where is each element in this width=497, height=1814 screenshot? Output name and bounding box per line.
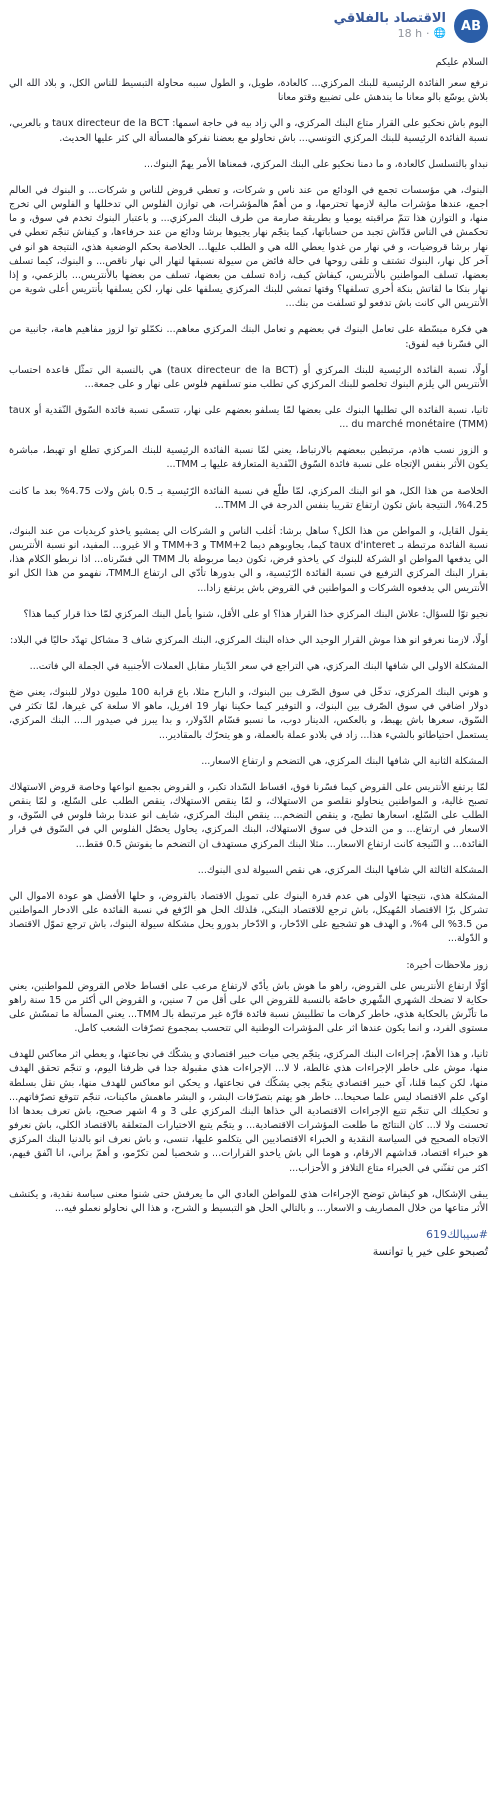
post-paragraph: المشكلة هذي، نتيجتها الاولى هي عدم قدرة البنوك على تمويل الاقتصاد بالقروض، و حلها الأفضل هو عودة الاموال الي تشركل برّا الاقتصاد المُهيكل، باش ترجع للاقتصاد البنكي، فلذلك الحل هو الرّفع في نسبة الفائدة على الادخار المواطنين من 3.5% الى 4%، و الهدف هو تشجيع على الادّخار، و الادّخار بدورو يحل مشكلة سيولة البنوك، باش ترجع تموّل الاقتصاد و الدّولة... — [9, 890, 488, 945]
post-paragraph: نجيو توّا للسؤال: علاش البنك المركزي خذا القرار هذا؟ او على الأقل، شنوا يأمل البنك المركزي لمّا خذا قرار كيما هذا؟ — [23, 608, 488, 620]
post-paragraph: يقول القايل، و المواطن من هذا الكل؟ ساهل برشا: أغلب الناس و الشركات الي يمشيو ياخذو كريديات من عند البنوك، نسبة الفائدة مرتبطة بـ taux d'interet كيما، يجاوبوهم ديما TMM+2 و TMM+3 و الا غيرو... المفيد، انو نسبة الأنتريس الي يدفعها المواطن او الشركة للبنوك كي ياخذو قرض، تكون ديما مربوطة بالـ TMM الي فسّرناه... اذا نربطو الكلام هذا، بقرار البنك المركزي الترفيع في نسبة الفائدة الرّئيسية، و الي بدورها تأدّي الى ارتفاع الـTMM، نفهمو من هذا الكل انو الأنتريس الي يدفعوه الشركات و المواطنين في القروض باش يرتفع زادا... — [9, 525, 488, 594]
post-paragraph: أوّلًا ارتفاع الأنتريس على القروض، راهو ما هوش باش يأدّي لارتفاع مرعب على اقساط خلاص القروض للمواطنين، يعني حكاية لا تضحك الشهري الشّهري خاصّة بالنسبة للقروض الي على أقل من 7 سنين، و القروض الي أكثر من 15 سنة راهو ما تأثّرش بالحكاية هذي، خاطر كرهات ما تطلبيش نسبة فائدة قارّة غير مرتبطة بالـ TMM... يعني المسألة ما تمسّش على مستوى الفرد، و انما يكون عندها اثر على المؤشرات الوطنية الي تتحسب بمجموع تصرّفات الشعب كامل. — [9, 980, 488, 1035]
post-paragraph: ثانيا، نسبة الفائدة الي تطلبها البنوك على بعضها لمّا يسلفو بعضهم على نهار، تتسمّى نسبة فائدة السّوق النّقدية أو taux du marché monétaire (TMM) ... — [9, 404, 488, 431]
post-paragraph: زوز ملاحظات أخيرة: — [406, 959, 488, 971]
meta-separator: · — [426, 27, 430, 41]
post-paragraph: لمّا يرتفع الأنتريس على القروض كيما فسّرنا فوق، اقساط السّداد تكبر، و القروض بجميع انواعها وخاصة قروض الاستهلاك تصبح غالية، و المواطنين ينحاولو نقلصو من الاستهلاك، و لمّا ينقص الاستهلاك، ينقص الطلب على السّلع، و لمّا ينقص الطلب على السّلع، اسعارها تطيح، و ينقص التضخم... ينقص البنك المركزي، شايف انو عندنا برشا فلوس في السّوق، و الاسعار في ارتفاع... و من التدخل في سوق الاستهلاك، البنك المركزي، يحاول يحصّل الفلوس الي في السّوق في قرار الفائدة... و النّتيجة كانت ارتفاع الاسعار... مثلا البنك المركزي مستهدف ان التضخم ما يفوتش 0.5 فقط... — [9, 781, 488, 850]
post-paragraph: ثانيا، و هذا الأهمّ، إجراءات البنك المركزي، يتجّم يجي ميات خبير اقتصادي و يشكّك في نجاعتها، و يعطي اثر معاكس للهدف منها، موش على خاطر الإجراءات هذي غالطة، لا لا... الإجراءات هذي مقبولة جدا في ظرفنا اليوم، و تنجّم تحقق الهدف منها، لكن كيما قلنا، آي خبير اقتصادي يتجّم يجي يشكّك في نجاعتها، و يحكي انو معاكس للهدف منها، بش نقل بسلطة اوكي علم الاقتصاد ليس علما صحيحا... خاطر هو يهتم بتصرّفات البشر، و البشر ماهمش ماكينات، تنجّم تتوقع تصرّفاتهم... و تحكيلك الي تنجّم تتبع الإجراءات الاقتصادية الي خذاها البنك المركزي على 3 و 4 اشهر صحيح، باش تعرف بعدها اذا تحسنت ولا لا... كان النتائج ما طلعت المؤشرات الاقتصادية... و يتجّم يتبع الاختيارات المتعلقة بالاقتصاد الكلي، باش نعرفو الاتجاه الصحيح في السياسة النقدية و الخبراء الاقتصاديين الي يتكلمو عليها، تنسى، و باش نعرف انو بالدنيا البنك المركزي هو خبراء اقتصاد، قداشهم الارقام، و هوما الي باش ياخدو القرارات... و شخصيا لمن تكرّمو، و أهمّ براني، انا اتّفق فيهم، اكثر من تفنّني في الخبراء متاع التلافز و الأحزاب... — [9, 1049, 488, 1174]
globe-icon: 🌐 — [433, 27, 446, 39]
post-paragraph: نرفع سعر الفائدة الرئيسية للبنك المركزي... كالعادة، طويل، و الطول سببه محاولة التبسيط للناس الكل، و بلاد الله الي بلاش يوسّع بالو معانا ما يندهش على تضييع وقتو معانا — [9, 78, 488, 104]
post-time[interactable]: 18 h — [397, 27, 423, 41]
post-paragraph: و الزوز نسب هاذم، مرتبطين ببعضهم بالارتباط، يعني لمّا نسبة الفائدة الرئيسية للبنك المركزي تطلع او تهبط، مباشرة يكون الأثر بنفس الإتجاه على نسبة فائدة السّوق النّقدية المتعارفة عليها بـ TMM... — [9, 445, 488, 471]
post-paragraph: يبقى الإشكال، هو كيفاش توضح الإجراءات هذي للمواطن العادي الي ما يعرفش حتى شنوا معنى سياسة نقدية، و يكتشف الأثر متاعها من خلال المصاريف و الاسعار... و بالتالي الحل هو التبسيط و الشرح، و هذا الي نحاولو نعملو فيه... — [9, 1188, 488, 1214]
post-paragraph: اليوم باش نحكيو على القرار متاع البنك المركزي، و الي زاد بيه في حاجة اسمها: taux directeur de la BCT و بالعربي، نسبة الفائدة الرئيسية للبنك المركزي التونسي... باش نحاولو مع بعضنا نفركو هالمسألة الي كثر عليها الحديث. — [9, 118, 488, 144]
post-paragraph: هي فكرة مبسّطة على تعامل البنوك في بعضهم و تعامل البنك المركزي معاهم... نكمّلو توا لزوز مفاهيم هامة، جانبية من الي فسّرنا فيه لفوق: — [9, 324, 488, 350]
post-paragraph: و هوني البنك المركزي، تدخّل في سوق الصّرف بين البنوك، و البارح مثلا، باع قرابة 100 مليون دولار للبنوك، يعني ضخ دولار اضافي في سوق الصّرف بين البنوك، و التوفير كيما حكينا نهار 19 افريل، ماهو الا سلعة كي غيرها، لمّا تكثر في السّوق، سعرها باش يهبط، و بالعكس، الدينار دوب، ما نسبو قسّام الدّولار، و بدا يبرز في صيدور الـ... البنك المركزي، يستعمل احتياطاتو بالشيء هذا... زاد في بلادو عملة بالعملة، و هو يتحرّك بالمقادير... — [9, 687, 488, 741]
author-name[interactable]: الاقتصاد بالفلاقي — [333, 11, 446, 26]
post-paragraph: المشكلة الثالثة الي شافها البنك المركزي، هي نقص السيولة لدى البنوك... — [197, 864, 488, 876]
post-body — [9, 56, 488, 1216]
post-meta — [334, 27, 446, 41]
signoff-text: تُصبحو على خير يا توانسة — [372, 1245, 488, 1258]
post-paragraph: المشكلة الاولى الي شافها البنك المركزي، هي التراجع في سعر الدّينار مقابل العملات الأجنبية في الجملة الي فاتت... — [29, 661, 488, 672]
hashtag-link[interactable]: #سيبالك619 — [425, 1228, 488, 1241]
post-paragraph: أولًا، نسبة الفائدة الرئيسية للبنك المركزي أو (taux directeur de la BCT) هي بالنسبة الي تمثّل قاعدة احتساب الأنتريس الي يلزم البنوك تخلصو للبنك المركزي كي تطلب منو تسلفهم فلوس على نهار و على جمعة... — [9, 364, 488, 390]
post-paragraph: البنوك، هي مؤسسات تجمع في الودائع من عند ناس و شركات، و تعطي قروض للناس و شركات... و البنوك في العالم اجمع، عندها مؤشرات مالية لازمها تحترمها، و من أهمّ هالمؤشرات، هي توازن الفلوس الي تدخللها و الفلوس الي تخرج منها، و التوازن هذا تتمّ مراقبته يوميا و بطريقة صارمة من طرف البنك المركزي... و باعتبار البنوك تخدم في سوق، و ما تحكمش في الناس قدّاش تجبد من حساباتها، كيما يتجّم نهار يجيوها برشا ودائع من عند حرفاءها، و كيفاش تنجّم تعطي في نهار برشا قروضيات، و في نهار من غدوا يعطي الله هي و الطلب عليها... الخلاصة بحكم الوضعية هذي، النتيجة هو انو في آخر كل نهار، البنوك تشتف و تلقى روحها في حالة فائض من سيولة نسبقها لنهار الي نهار ناقص... و البنوك، كيما تسلف بعضها، تسلف المواطنين بالأنتريس، كيفاش كيف، زادة تسلف من بعضها، تسلف من بعضها بالأنتريس... بالزعمي، و إذا نهار بنكا ما لقاتش بنكة أخرى تسلفها؟ وقتها تمشي للبنك المركزي يسلفها على نهار، لكن يسلفها بأنتريس أعلى شوية من الأنتريس الي كانت باش تدفعو لو تسلفت من بنك... — [9, 184, 488, 310]
avatar-text: AB — [461, 18, 481, 34]
post-paragraph: نبداو بالتسلسل كالعادة، و ما دمنا نحكيو على البنك المركزي، فمعناها الأمر يهمّ البنوك... — [143, 158, 488, 170]
post-header — [9, 6, 488, 46]
post-paragraph: السلام عليكم — [435, 57, 488, 68]
post-paragraph: الخلاصة من هذا الكل، هو انو البنك المركزي، لمّا طلّع في نسبة الفائدة الرّئيسية بـ 0.5 باش ولات 4.75% بعد ما كانت 4.25%، النتيجة باش تكون ارتفاع تقريبا بنفس الدرجة في الـ TMM... — [9, 485, 488, 511]
page-avatar[interactable] — [454, 9, 488, 43]
post-paragraph: المشكلة الثانية الي شافها البنك المركزي، هي التضخم و ارتفاع الاسعار... — [201, 755, 488, 767]
author-block — [334, 11, 446, 41]
post-paragraph: أولًا، لازمنا نعرفو انو هذا موش القرار الوحيد الي خذاه البنك المركزي، البنك المركزي شاف 3 مشاكل تهدّد حاليًا في البلاد: — [10, 634, 488, 646]
